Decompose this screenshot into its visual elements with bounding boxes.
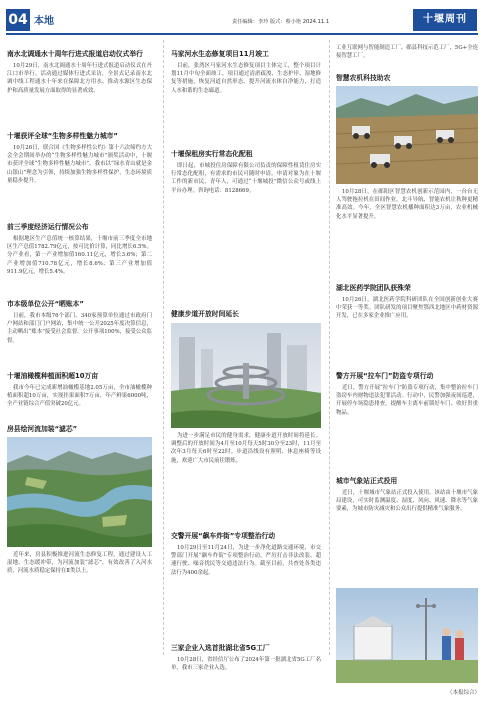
article-headline: 市本级单位公开“晒账本” xyxy=(7,300,84,308)
article-body: 10月28日，在郧阳区智慧农机创新示范园内，一台台无人驾驶拖拉机在田间作业，北斗导航、智能农机让秋种更精准高效。今年，全区智慧农机播种面积达3万亩，农业机械化水平显著提升。 xyxy=(336,189,478,220)
article-headline: 马家河水生态修复项目11月竣工 xyxy=(171,50,269,58)
article-headline: 十堰保租房实行常态化配租 xyxy=(171,150,253,158)
article xyxy=(171,532,321,577)
article-headline: 南水北调通水十周年行进式报道启动仪式举行 xyxy=(7,50,143,58)
article xyxy=(336,74,478,86)
river-aerial-photo xyxy=(7,437,152,547)
header-rule xyxy=(6,33,478,35)
article-headline: 交警开展“飙车炸街”专项整治行动 xyxy=(171,532,276,540)
column-divider xyxy=(329,40,330,655)
article-body: 近日，警方开展“拉车门”防盗专项行动，集中整治拉车门盗窃车内财物违法犯罪活动。行动中，民警加强夜间巡逻，开展停车场隐患排查，提醒车主离车前锁好车门、收好贵重物品。 xyxy=(336,385,478,416)
article-headline: 十堰油橄榄种植面积超10万亩 xyxy=(7,372,99,380)
article xyxy=(336,284,478,321)
column-divider xyxy=(163,40,164,655)
article xyxy=(171,644,321,672)
article-body: 根据地区生产总值统一核算结果，十堰市前三季度全市地区生产总值1782.79亿元，按可比价计算，同比增长6.5%。分产业看，第一产业增加值160.11亿元，增长3.6%；第二产业增加值710.78亿元，增长8.6%；第三产业增加值911.9亿元，增长5.4%。 xyxy=(7,236,152,275)
article xyxy=(7,300,152,345)
article xyxy=(336,188,478,221)
article-body: 为进一步满足市民的健身需求，健康步道开放时间将延长。调整后的开放时间为4月至10月每天5时30分至23时，11月至次年3月每天6时至22时。步道沿线设有照明、休息座椅等设施，欢迎广大市民前往锻炼。 xyxy=(171,433,321,464)
article-body: 目前，张湾区马家河水生态修复项目主体完工，整个项目计划11月中旬全面竣工。项目通过清淤疏浚、生态护岸、湿地修复等措施，恢复河道自然形态，提升河流水体自净能力，打造人水和谐的生态廊道。 xyxy=(171,63,321,94)
article xyxy=(171,50,321,95)
article-body: 10月28日，省经信厅公布了2024年第一批湖北省5G工厂名单，我市三家企业入选。 xyxy=(171,657,321,672)
article xyxy=(336,44,478,60)
article xyxy=(7,551,152,576)
source-credit: （本报综合） xyxy=(447,690,481,696)
page-number: 04 xyxy=(6,9,30,31)
article-headline: 湖北医药学院团队获殊荣 xyxy=(336,284,411,292)
article xyxy=(7,50,152,95)
page-header xyxy=(0,0,483,36)
article-headline: 智慧农机科技助农 xyxy=(336,74,391,82)
article-body: 10月26日，湖北医药学院科研团队在全国创新创业大赛中荣获一等奖。团队研发的项目聚焦鄂西北地区中药材资源开发，已在多家企业推广应用。 xyxy=(336,297,478,320)
article-body: 近年来，房县积极推进河流生态修复工程，通过建设人工湿地、生态缓冲带，为河流加装“滤芯”，有效改善了入河水质，河流水质稳定保持在Ⅱ类以上。 xyxy=(7,552,152,575)
article-headline: 警方开展“拉车门”防盗专项行动 xyxy=(336,372,434,380)
newspaper-masthead: 十堰周刊 xyxy=(413,9,477,31)
article xyxy=(336,372,478,417)
article-headline: 健康步道开放时间延长 xyxy=(171,310,239,318)
article-body: 即日起，市城投住房保障有限公司负责的保障性租赁住房实行常态化配租，有需求的市民可随时申请。申请对象为在十堰工作的新市民、青年人，可通过“十堰城投”微信公众号或线上平台办理。咨询电话：8128669。 xyxy=(171,163,321,194)
article xyxy=(171,432,321,465)
article-body: 近日，十堰城市气象站正式投入使用。该站由十堰市气象局建设，可实时监测温度、湿度、风向、风速、降水等气象要素，为城市防灾减灾和公众出行提供精准气象服务。 xyxy=(336,490,478,513)
article xyxy=(7,223,152,276)
article-body: 10月29日，南水北调通水十周年行进式报道启动仪式在丹江口市举行。活动通过媒体行进式采访，全景式记录南水北调中线工程通水十年来在保障北方用水、推动水源区生态保护和高质量发展方面取得的显著成效。 xyxy=(7,63,152,94)
article xyxy=(171,150,321,195)
article xyxy=(7,372,152,409)
article-body: 10月26日，联合国《生物多样性公约》第十六次缔约方大会全会期间举办的“生物多样性魅力城市”颁奖活动中，十堰市获评全球“生物多样性魅力城市”。我市以“绿水青山就是金山银山”理念为引领，持续加强生物多样性保护，生态环境质量稳步提升。 xyxy=(7,145,152,184)
article-headline: 三家企业入选首批湖北省5G工厂 xyxy=(171,644,270,652)
article-body: 我市今年已完成新增油橄榄基地2.05万亩，全市油橄榄种植面积超10万亩，实现挂果面积7万亩，年产鲜果6000吨，全产业链综合产值突破20亿元。 xyxy=(7,385,152,408)
editor-credit-line: 责任编辑：李玲 版式：蔡小艳 2024.11.1 xyxy=(232,19,330,25)
article xyxy=(171,310,321,322)
article-body: 日前，我市本级76个部门、340家预算单位通过市政府门户网站和部门门户网站，集中统一公开2025年度决算信息，主动晒出“账本”接受社会监督。公开事项100%，接受公众监督。 xyxy=(7,313,152,344)
article-body: 工业互联网与智能制造工厂、郧县科技示范工厂，5G+全连接智慧工厂。 xyxy=(336,45,478,60)
section-name: 本地 xyxy=(34,16,54,27)
fitness-trail-photo xyxy=(171,323,321,428)
article-headline: 城市气象站正式投用 xyxy=(336,477,398,485)
article-body: 10月29日至11月24日，为进一步净化道路交通环境，市交警部门开展“飙车炸街”专项整治行动，严厉打击非法改装、超速行驶、噪音扰民等交通违法行为。截至目前，共查处各类违法行为400余起。 xyxy=(171,545,321,576)
article xyxy=(7,132,152,185)
weather-station-photo xyxy=(336,588,478,683)
article xyxy=(336,477,478,514)
article-headline: 房县绘河流加装“滤芯” xyxy=(7,425,78,433)
article xyxy=(7,425,152,437)
smart-farm-machinery-photo xyxy=(336,86,478,184)
article-headline: 十堰获评全球“生物多样性魅力城市” xyxy=(7,132,118,140)
article-headline: 前三季度经济运行情况公布 xyxy=(7,223,89,231)
